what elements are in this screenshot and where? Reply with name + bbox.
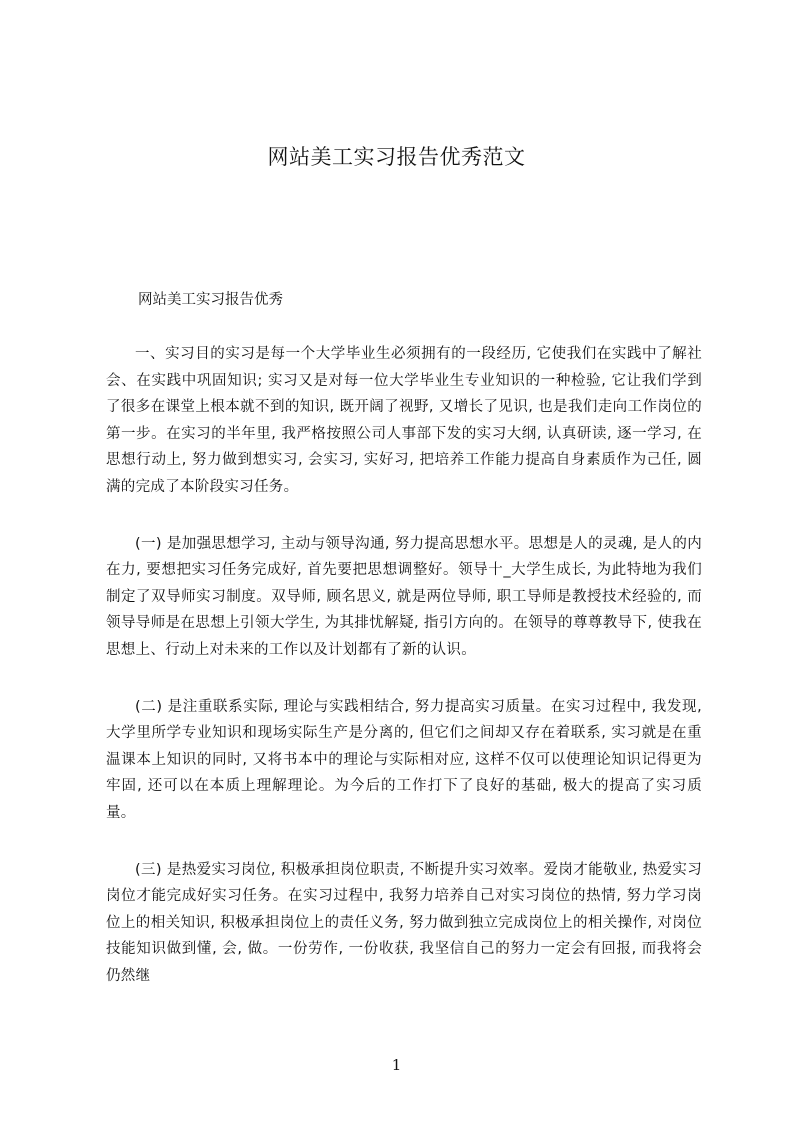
document-title: 网站美工实习报告优秀范文 (267, 145, 526, 169)
paragraph-purpose: 一、实习目的实习是每一个大学毕业生必须拥有的一段经历, 它使我们在实践中了解社会、在实践中巩固知识; 实习又是对每一位大学毕业生专业知识的一种检验, 它让我们学到了很多在课堂上根本就不到的知识, 既开阔了视野, 又增长了见识, 也是我们走向工作岗位的第一步。在实习的半年里, 我严格按照公司人事部下发的实习大纲, 认真研读, 逐一学习, 在思想行动上, 努力做到想实习, 会实习, 实好习, 把培养工作能力提高自身素质作为己任, 圆满的完成了本阶段实习任务。 (106, 346, 702, 495)
paragraph-section-three: (三) 是热爱实习岗位, 积极承担岗位职责, 不断提升实习效率。爱岗才能敬业, 热爱实习岗位才能完成好实习任务。在实习过程中, 我努力培养自己对实习岗位的热情, 努力学习岗位上的相关知识, 积极承担岗位上的责任义务, 努力做到独立完成岗位上的相关操作, 对岗位技能知识做到懂, 会, 做。一份劳作, 一份收获, 我坚信自己的努力一定会有回报, 而我将会仍然继 (106, 861, 702, 984)
document-body (106, 341, 702, 1019)
paragraph-section-two: (二) 是注重联系实际, 理论与实践相结合, 努力提高实习质量。在实习过程中, 我发现, 大学里所学专业知识和现场实际生产是分离的, 但它们之间却又存在着联系, 实习就是在重温课本上知识的同时, 又将书本中的理论与实际相对应, 这样不仅可以使理论知识记得更为牢固, 还可以在本质上理解理论。为今后的工作打下了良好的基础, 极大的提高了实习质量。 (106, 698, 702, 821)
page-number: 1 (391, 1056, 402, 1074)
paragraph-section-one: (一) 是加强思想学习, 主动与领导沟通, 努力提高思想水平。思想是人的灵魂, 是人的内在力, 要想把实习任务完成好, 首先要把思想调整好。领导十_大学生成长, 为此特地为我们制定了双导师实习制度。双导师, 顾名思义, 就是两位导师, 职工导师是教授技术经验的, 而领导导师是在思想上引领大学生, 为其排忧解疑, 指引方向的。在领导的尊尊教导下, 使我在思想上、行动上对未来的工作以及计划都有了新的认识。 (106, 535, 702, 658)
document-subtitle: 网站美工实习报告优秀 (138, 292, 283, 308)
